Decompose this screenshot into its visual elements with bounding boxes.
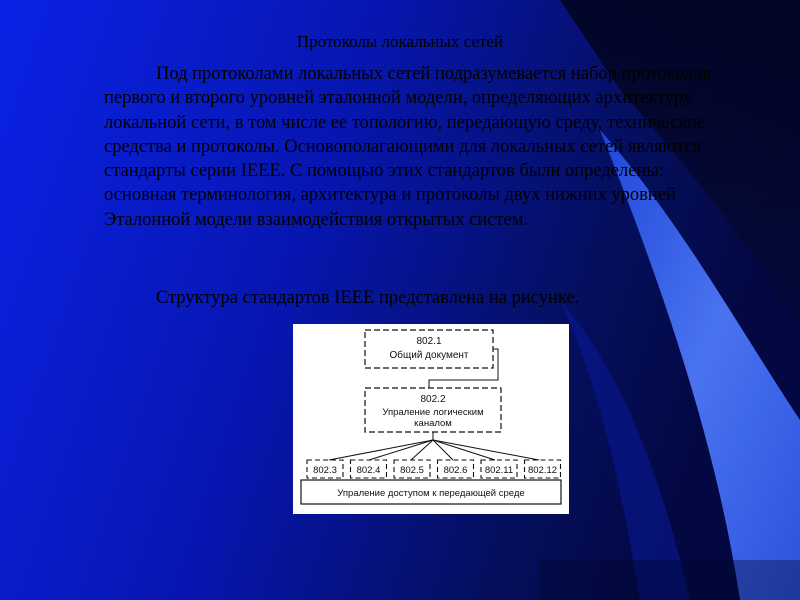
slide-title: Протоколы локальных сетей (296, 32, 504, 51)
standard-box-code: 802.6 (443, 465, 468, 476)
standard-box-code: 802.12 (527, 465, 558, 476)
box-802-2-label-1: Упраление логическим (382, 407, 484, 418)
fanout-arrows (329, 432, 539, 460)
box-802-1-label: Общий документ (389, 350, 469, 361)
body-paragraph-2: Структура стандартов IEEE представлена на рисунке. (156, 288, 580, 308)
box-802-2-label-2: каналом (414, 418, 452, 429)
standard-boxes (307, 460, 561, 478)
access-box-label: Упраление доступом к передающей среде (337, 488, 525, 499)
box-802-1-code: 802.1 (416, 336, 442, 347)
body-paragraph-1: Под протоколами локальных сетей подразумевается набор протоколов первого и второго уровней эталонной модели, определяющих архитектуру локальной сети, в том числе ее топологию, передающую среду, технические средства и протоколы. Основополагающими для локальных сетей являются стандарты серии IEEE. С помощью этих стандартов были определены: основная терминология, архитектура и протоколы двух нижних уровней Эталонной модели взаимодействия открытых систем. (104, 64, 712, 230)
ieee-standards-diagram (293, 324, 569, 514)
standard-box-code: 802.5 (400, 465, 424, 476)
standard-box-code: 802.4 (356, 465, 381, 476)
box-802-2-code: 802.2 (420, 394, 446, 405)
standard-box-code: 802.11 (484, 465, 514, 476)
standard-box-code: 802.3 (313, 465, 337, 476)
